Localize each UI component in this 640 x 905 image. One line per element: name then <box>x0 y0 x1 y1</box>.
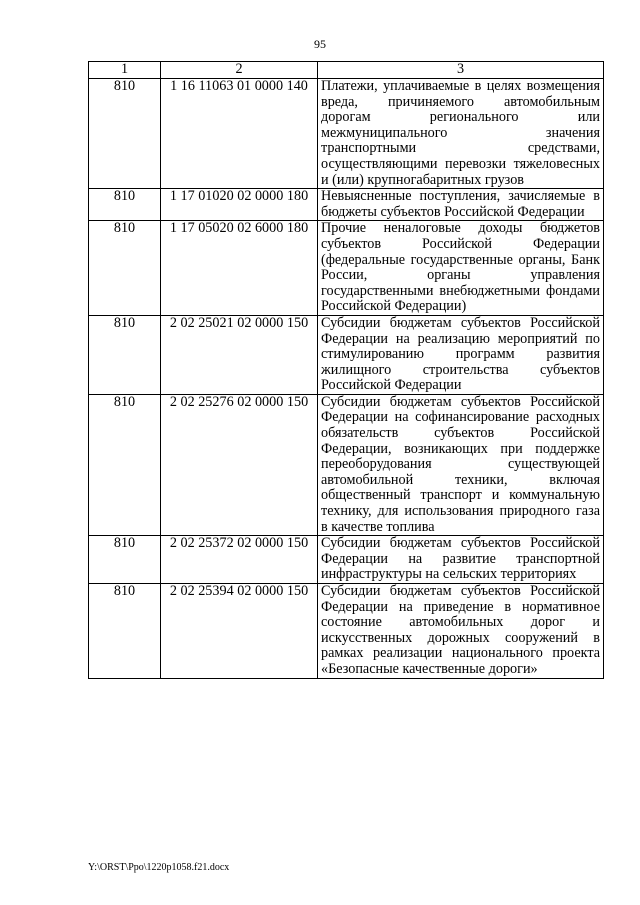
budget-code-cell: 2 02 25021 02 0000 150 <box>161 315 318 394</box>
table-row <box>89 189 604 221</box>
column-header-1: 1 <box>89 62 161 79</box>
budget-codes-table <box>88 61 604 679</box>
description-cell: Невыясненные поступления, зачисляемые в бюджеты субъектов Российской Федерации <box>318 189 604 221</box>
page-number: 95 <box>314 37 326 51</box>
description-cell: Субсидии бюджетам субъектов Российской Федерации на приведение в нормативное состояние автомобильных дорог и искусственных дорожных сооружений в рамках реализации национального проекта «Безопасные качественные дороги» <box>318 584 604 679</box>
table-row <box>89 221 604 316</box>
document-file-path: Y:\ORST\Ppo\1220p1058.f21.docx <box>88 862 230 873</box>
column-header-3: 3 <box>318 62 604 79</box>
budget-code-cell: 1 16 11063 01 0000 140 <box>161 79 318 189</box>
admin-code-cell: 810 <box>89 221 161 316</box>
budget-code-cell: 2 02 25372 02 0000 150 <box>161 536 318 584</box>
table-row <box>89 394 604 535</box>
budget-code-cell: 1 17 01020 02 0000 180 <box>161 189 318 221</box>
table-row <box>89 79 604 189</box>
admin-code-cell: 810 <box>89 536 161 584</box>
table-header-row <box>89 62 604 79</box>
description-cell: Прочие неналоговые доходы бюджетов субъектов Российской Федерации (федеральные государственные органы, Банк России, органы управления государственными внебюджетными фондами Российской Федерации) <box>318 221 604 316</box>
admin-code-cell: 810 <box>89 79 161 189</box>
description-cell: Платежи, уплачиваемые в целях возмещения вреда, причиняемого автомобильным дорогам регионального или межмуниципального значения транспортными средствами, осуществляющими перевозки тяжеловесных и (или) крупногабаритных грузов <box>318 79 604 189</box>
table-row <box>89 315 604 394</box>
column-header-2: 2 <box>161 62 318 79</box>
description-cell: Субсидии бюджетам субъектов Российской Федерации на софинансирование расходных обязательств субъектов Российской Федерации, возникающих при поддержке переоборудования существующей автомобильной техники, включая общественный транспорт и коммунальную технику, для использования природного газа в качестве топлива <box>318 394 604 535</box>
table-row <box>89 536 604 584</box>
budget-code-cell: 1 17 05020 02 6000 180 <box>161 221 318 316</box>
budget-code-cell: 2 02 25276 02 0000 150 <box>161 394 318 535</box>
budget-code-cell: 2 02 25394 02 0000 150 <box>161 584 318 679</box>
admin-code-cell: 810 <box>89 189 161 221</box>
description-cell: Субсидии бюджетам субъектов Российской Федерации на развитие транспортной инфраструктуры на сельских территориях <box>318 536 604 584</box>
admin-code-cell: 810 <box>89 394 161 535</box>
table-row <box>89 584 604 679</box>
admin-code-cell: 810 <box>89 315 161 394</box>
description-cell: Субсидии бюджетам субъектов Российской Федерации на реализацию мероприятий по стимулированию программ развития жилищного строительства субъектов Российской Федерации <box>318 315 604 394</box>
admin-code-cell: 810 <box>89 584 161 679</box>
